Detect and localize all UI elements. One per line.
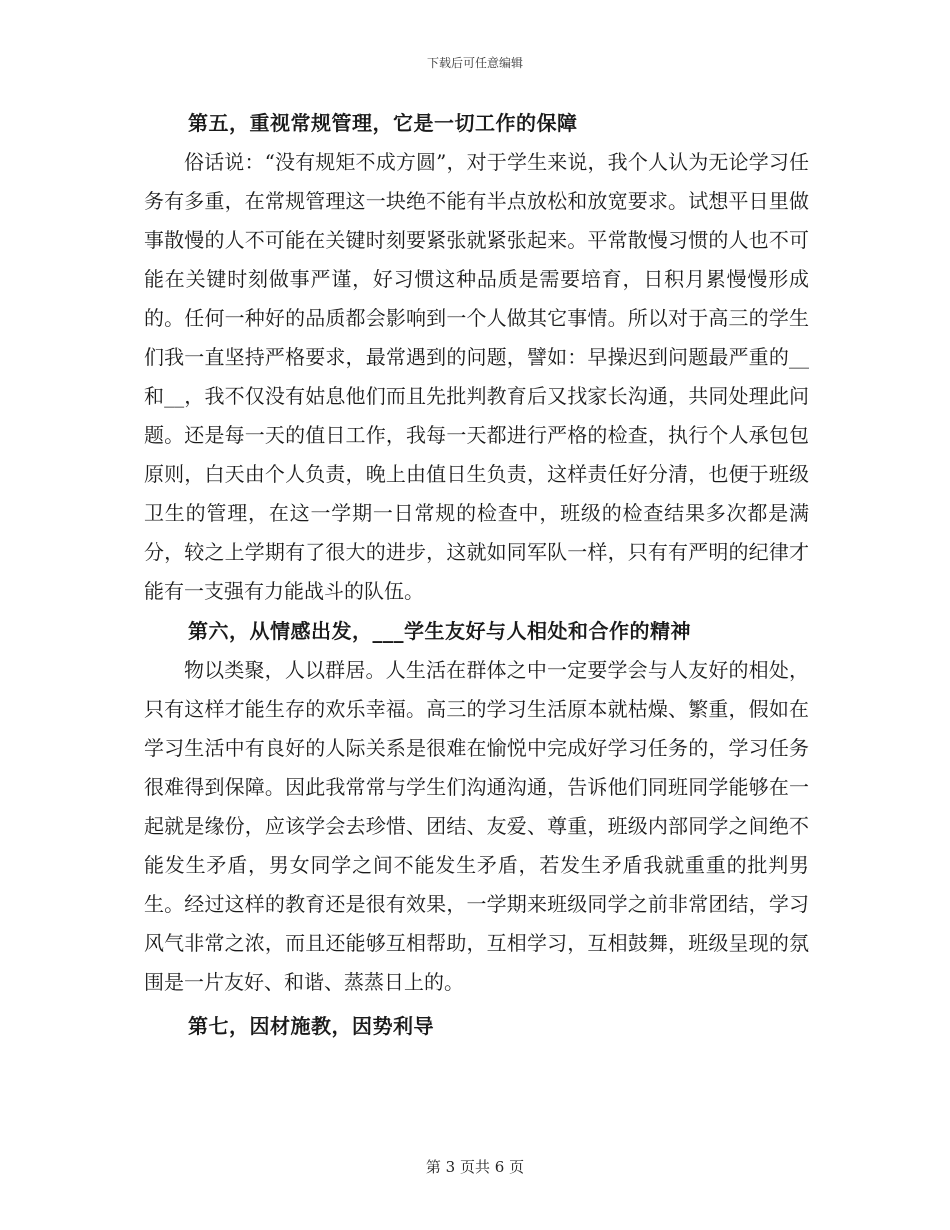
section-heading-5: 第五，重视常规管理，它是一切工作的保障 bbox=[188, 111, 578, 135]
section-heading-6: 第六，从情感出发，___学生友好与人相处和合作的精神 bbox=[188, 619, 691, 643]
section-heading-7: 第七，因材施教，因势利导 bbox=[188, 1014, 434, 1038]
document-body bbox=[144, 103, 809, 1046]
section-paragraph-5: 俗话说：“没有规矩不成方圆”，对于学生来说，我个人认为无论学习任务有多重，在常规管理这一块绝不能有半点放松和放宽要求。试想平日里做事散慢的人不可能在关键时刻要紧张就紧张起来。平常散慢习惯的人也不可能在关键时刻做事严谨，好习惯这种品质是需要培育，日积月累慢慢形成的。任何一种好的品质都会影响到一个人做其它事情。所以对于高三的学生们我一直坚持严格要求，最常遇到的问题，譬如：早操迟到问题最严重的__和__，我不仅没有姑息他们而且先批判教育后又找家长沟通，共同处理此问题。还是每一天的值日工作，我每一天都进行严格的检查，执行个人承包包原则，白天由个人负责，晚上由值日生负责，这样责任好分清，也便于班级卫生的管理，在这一学期一日常规的检查中，班级的检查结果多次都是满分，较之上学期有了很大的进步，这就如同军队一样，只有有严明的纪律才能有一支强有力能战斗的队伍。 bbox=[144, 150, 809, 603]
section-paragraph-6: 物以类聚，人以群居。人生活在群体之中一定要学会与人友好的相处，只有这样才能生存的欢乐幸福。高三的学习生活原本就枯燥、繁重，假如在学习生活中有良好的人际关系是很难在愉悦中完成好学习任务的，学习任务很难得到保障。因此我常常与学生们沟通沟通，告诉他们同班同学能够在一起就是缘份，应该学会去珍惜、团结、友爱、尊重，班级内部同学之间绝不能发生矛盾，男女同学之间不能发生矛盾，若发生矛盾我就重重的批判男生。经过这样的教育还是很有效果，一学期来班级同学之前非常团结，学习风气非常之浓，而且还能够互相帮助，互相学习，互相鼓舞，班级呈现的氛围是一片友好、和谐、蒸蒸日上的。 bbox=[144, 658, 809, 994]
page-number: 第 3 页共 6 页 bbox=[425, 1158, 525, 1176]
page-header: 下载后可任意编辑 bbox=[426, 56, 523, 70]
